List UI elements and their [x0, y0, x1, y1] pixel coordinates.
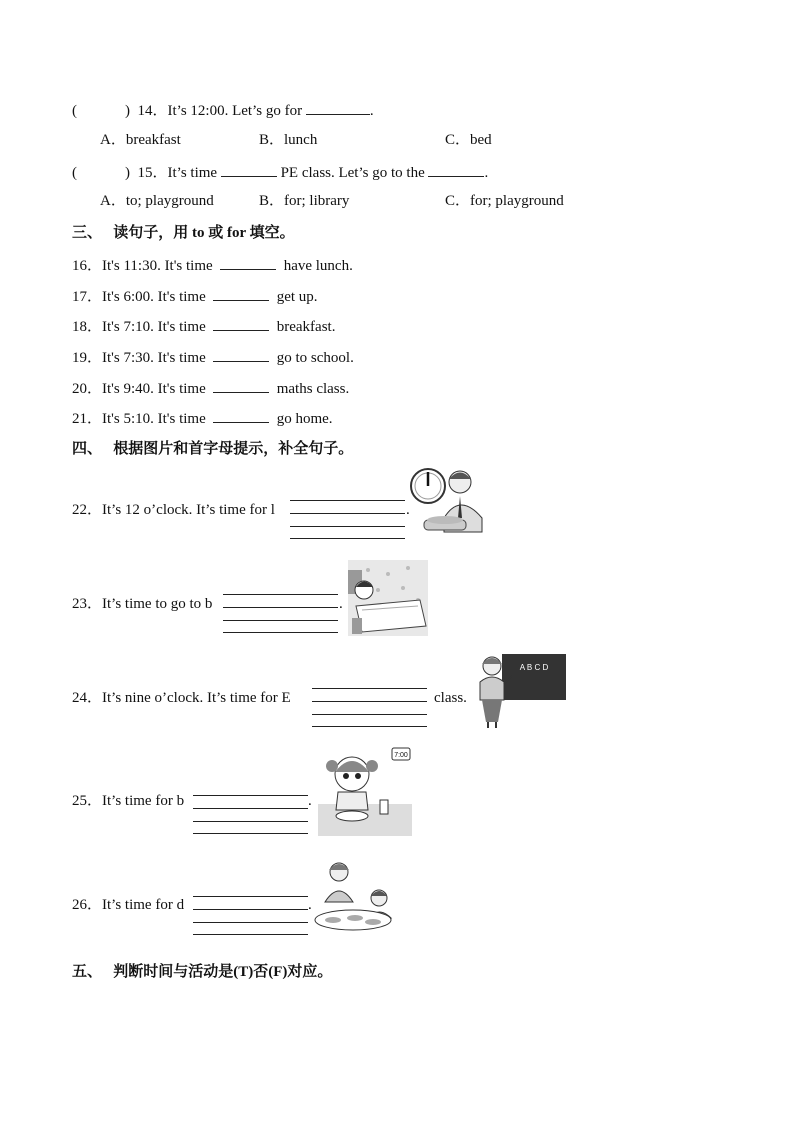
blackboard-letters: A B C D — [519, 663, 549, 672]
fill-item-20: 20．It's 9:40. It's time maths class. — [72, 378, 349, 398]
sentence-end: . — [308, 897, 312, 913]
sentence-end: . — [339, 596, 343, 612]
picture-item-26: 26．It’s time for d — [72, 897, 185, 913]
answer-blank[interactable] — [306, 100, 370, 115]
answer-blank[interactable] — [213, 286, 269, 301]
fill-item-16: 16．It's 11:30. It's time have lunch. — [72, 255, 353, 275]
sentence-end: . — [406, 502, 410, 518]
answer-blank[interactable] — [220, 255, 276, 270]
picture-item-24: 24．It’s nine o’clock. It’s time for E — [72, 690, 291, 706]
q14-option-c: C．bed — [445, 132, 492, 148]
answer-blank[interactable] — [213, 408, 269, 423]
picture-item-25: 25．It’s time for b — [72, 793, 185, 809]
section-5-heading: 五、 判断时间与活动是(T)否(F)对应。 — [72, 964, 333, 980]
sentence-end: . — [308, 793, 312, 809]
fill-item-19: 19．It's 7:30. It's time go to school. — [72, 347, 354, 367]
clock-boy-lunch-picture — [410, 462, 490, 542]
section-4-heading: 四、 根据图片和首字母提示，补全句子。 — [72, 441, 354, 457]
picture-item-23: 23．It’s time to go to b — [72, 596, 213, 612]
answer-blank[interactable] — [213, 347, 269, 362]
wall-clock-time: 7:00 — [394, 752, 408, 759]
family-dinner-picture — [313, 858, 395, 938]
sentence-end: class. — [434, 690, 467, 706]
answer-blank[interactable] — [213, 378, 269, 393]
fill-item-17: 17．It's 6:00. It's time get up. — [72, 286, 318, 306]
answer-lines-23[interactable] — [223, 594, 338, 634]
answer-lines-22[interactable] — [290, 500, 405, 540]
girl-bed-picture — [348, 560, 428, 636]
q14-option-b: B．lunch — [259, 132, 318, 148]
q15-option-b: B．for; library — [259, 193, 350, 209]
q15-option-c: C．for; playground — [445, 193, 564, 209]
section-3-heading: 三、 读句子，用 to 或 for 填空。 — [72, 225, 295, 241]
q14-option-a: A．breakfast — [100, 132, 181, 148]
answer-blank[interactable] — [213, 316, 269, 331]
fill-item-21: 21．It's 5:10. It's time go home. — [72, 408, 333, 428]
q15-option-a: A．to; playground — [100, 193, 214, 209]
teacher-blackboard-picture — [474, 652, 568, 730]
fill-item-18: 18．It's 7:10. It's time breakfast. — [72, 316, 335, 336]
answer-blank[interactable] — [428, 162, 484, 177]
answer-blank[interactable] — [221, 162, 277, 177]
answer-lines-24[interactable] — [312, 688, 427, 728]
picture-item-22: 22．It’s 12 o’clock. It’s time for l — [72, 502, 275, 518]
answer-lines-25[interactable] — [193, 795, 308, 835]
question-14: ( ) 14．It’s 12:00. Let’s go for . — [72, 100, 374, 120]
question-15: ( ) 15．It’s time PE class. Let’s go to the . — [72, 162, 488, 182]
answer-lines-26[interactable] — [193, 896, 308, 936]
girl-breakfast-picture — [318, 744, 412, 836]
